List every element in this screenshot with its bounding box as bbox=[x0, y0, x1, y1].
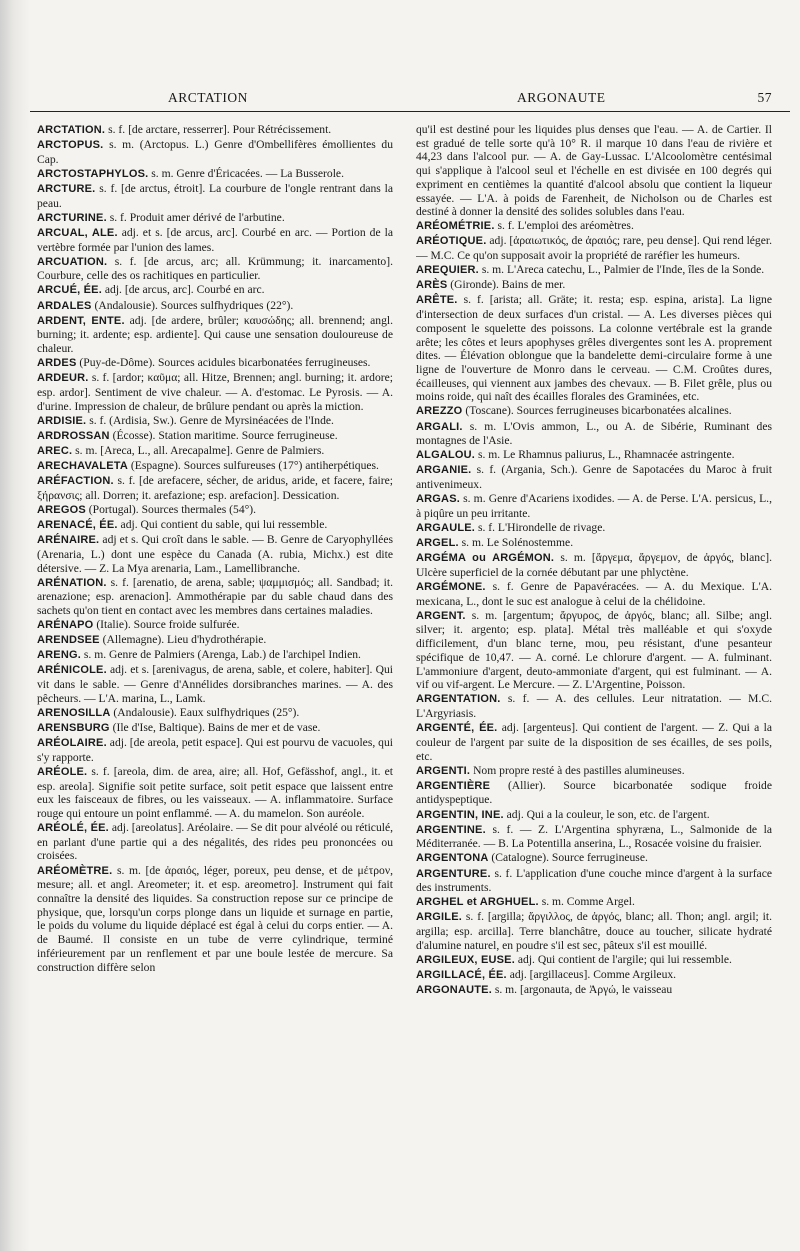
entry-headword: ARGÉMA ou ARGÉMON. bbox=[416, 552, 555, 565]
entry-headword: ARÉFACTION. bbox=[37, 475, 114, 488]
entry-definition: s. f. L'Hirondelle de rivage. bbox=[477, 520, 606, 534]
entry-definition: s. m. [de ἀραιός, léger, poreux, peu dense, et de μέτρον, mesure; all. et angl. Areometer; it. et esp. areometro]. Instrument qui fait connaître la densité des liquides. Sa construction repose sur ce principe de physique, que, lorsqu'un corps plonge dans un liquide et surnage en partie, le poids du volume du liquide déplacé est égal à celui du corps entier. — A. de Baumé. Il consiste en un tube de verre cylindrique, terminé inférieurement par un renflement et par une boule lestée de mercure. Sa construction diffère selon bbox=[37, 863, 393, 974]
entry-definition: s. f. [de arctare, resserrer]. Pour Rétrécissement. bbox=[108, 123, 332, 136]
entry-definition: (Allemagne). Lieu d'hydrothérapie. bbox=[102, 633, 267, 647]
dictionary-entry bbox=[416, 968, 772, 983]
entry-definition: (Puy-de-Dôme). Sources acidules bicarbonatées ferrugineuses. bbox=[79, 356, 371, 370]
dictionary-entry bbox=[416, 895, 772, 910]
entry-definition: s. f. (Argania, Sch.). Genre de Sapotacées du Maroc à fruit antivenimeux. bbox=[416, 463, 772, 492]
entry-headword: ARDROSSAN bbox=[37, 429, 110, 442]
entry-definition: adj. [de arcus, arc]. Courbé en arc. bbox=[104, 283, 265, 297]
entry-definition: (Espagne). Sources sulfureuses (17°) antiherpétiques. bbox=[130, 459, 379, 473]
dictionary-entry bbox=[416, 448, 772, 463]
entry-headword: AREQUIER. bbox=[416, 264, 479, 277]
entry-headword: ARGENTÉ, ÉE. bbox=[416, 722, 498, 735]
entry-definition: adj et s. Qui croît dans le sable. — B. Genre de Caryophyllées (Arenaria, L.) dont une espèce du Canada (A. rubia, Michx.) est dite détersive. — Z. La Mya arenaria, Lam., Lamellibranche. bbox=[37, 533, 393, 575]
entry-headword: AREZZO bbox=[416, 405, 463, 418]
dictionary-entry bbox=[37, 356, 393, 371]
dictionary-entry bbox=[37, 821, 393, 863]
entry-definition: adj. [argillaceus]. Comme Argileux. bbox=[509, 968, 677, 982]
entry-headword: ARDENT, ENTE. bbox=[37, 314, 125, 327]
entry-definition: s. f. [arista; all. Gräte; it. resta; esp. espina, arista]. La ligne d'intersection de deux surfaces d'un cristal. — A. Les diverses pièces qui composent le squelette des poissons. La colonne vertébrale est la grande arête; les côtes et leurs apophyses grêles divergentes sont les A. proprement dites. — Élévation oblongue que la bandelette demi-circulaire forme à une ligne de l'ouverture de Monro dans le cerveau. — C.M. Croûtes dures, écailleuses, qui viennent aux jambes des chevaux. — B. Filet grêle, plus ou moins roide, qui naît des écailles florales des Graminées, etc. bbox=[416, 293, 772, 404]
dictionary-entry bbox=[416, 808, 772, 823]
dictionary-entry bbox=[416, 983, 772, 998]
dictionary-entry bbox=[416, 492, 772, 520]
entry-definition: (Écosse). Station maritime. Source ferrugineuse. bbox=[112, 428, 338, 442]
entry-definition: adj. [de ardere, brûler; καυσώδης; all. brennend; angl. burning; it. ardente; esp. ardiente]. Qui cause une sensation douloureuse de chaleur. bbox=[37, 313, 393, 356]
entry-definition: adj. Qui contient du sable, qui lui ressemble. bbox=[120, 518, 328, 532]
dictionary-entry bbox=[416, 521, 772, 536]
right-column bbox=[416, 123, 772, 1238]
entry-headword: ALGALOU. bbox=[416, 449, 476, 462]
entry-headword: ARÈS bbox=[416, 279, 448, 292]
dictionary-entry bbox=[37, 576, 393, 618]
dictionary-entry bbox=[37, 182, 393, 210]
entry-definition: (Allier). Source bicarbonatée sodique froide antidyspeptique. bbox=[416, 778, 772, 807]
dictionary-entry bbox=[37, 167, 393, 182]
entry-definition: s. m. [Areca, L., all. Arecapalme]. Genre de Palmiers. bbox=[75, 443, 325, 457]
entry-headword: ARÉOTIQUE. bbox=[416, 235, 487, 248]
dictionary-entry bbox=[416, 293, 772, 404]
dictionary-entry bbox=[416, 536, 772, 551]
entry-definition: adj. Qui contient de l'argile; qui lui ressemble. bbox=[517, 952, 732, 966]
entry-definition: (Andalousie). Eaux sulfhydriques (25°). bbox=[113, 705, 300, 719]
dictionary-entry bbox=[37, 429, 393, 444]
page-number: 57 bbox=[757, 90, 772, 105]
dictionary-entry bbox=[416, 404, 772, 419]
dictionary-entry bbox=[416, 234, 772, 262]
entry-definition: adj. [argenteus]. Qui contient de l'argent. — Z. Qui a la couleur de l'argent par suite de la disposition de ses écailles, de ses poils, etc. bbox=[416, 721, 772, 763]
header-rule bbox=[30, 111, 790, 112]
entry-definition: (Gironde). Bains de mer. bbox=[450, 278, 566, 292]
entry-definition: adj. [areolatus]. Aréolaire. — Se dit pour alvéolé ou réticulé, en parlant d'une partie qui a des négalités, des rides peu prononcées ou croisées. bbox=[37, 821, 393, 863]
dictionary-entry bbox=[416, 463, 772, 491]
entry-definition: s. m. (Arctopus. L.) Genre d'Ombellifères émollientes du Cap. bbox=[37, 138, 393, 166]
entry-headword: ARGAS. bbox=[416, 493, 460, 506]
entry-definition: s. m. Genre de Palmiers (Arenga, Lab.) de l'archipel Indien. bbox=[83, 648, 361, 662]
entry-definition: adj. et s. [de arcus, arc]. Courbé en arc. — Portion de la vertèbre formée par l'union des lames. bbox=[37, 225, 393, 254]
dictionary-entry bbox=[37, 864, 393, 975]
dictionary-entry bbox=[37, 663, 393, 705]
dictionary-entry bbox=[416, 764, 772, 779]
entry-headword: ARDEUR. bbox=[37, 372, 89, 385]
entry-headword: ARENACÉ, ÉE. bbox=[37, 519, 118, 532]
dictionary-entry bbox=[37, 255, 393, 283]
running-header bbox=[30, 88, 790, 110]
dictionary-entry bbox=[37, 618, 393, 633]
dictionary-entry bbox=[416, 580, 772, 608]
entry-definition: s. f. Genre de Papavéracées. — A. du Mexique. L'A. mexicana, L., dont le suc est analogue à celui de la chélidoine. bbox=[416, 579, 772, 608]
entry-headword: ARGILLACÉ, ÉE. bbox=[416, 969, 507, 982]
entry-definition: s. f. [de arcus, arc; all. Krümmung; it. inarcamento]. Courbure, celle des os rachitiques en particulier. bbox=[37, 254, 393, 283]
entry-definition: (Andalousie). Sources sulfhydriques (22°). bbox=[94, 298, 294, 312]
entry-definition: qu'il est destiné pour les liquides plus denses que l'eau. — A. de Cartier. Il est gradué de telle sorte qu'à 10° R. il marque 10 dans l'eau de rivière et 44,23 dans l'alcool pur. — A. de Gay-Lussac. L'Alcoolomètre centésimal qui s'applique à l'alcool seul et l'échelle en est divisée en 100 degrés qui expriment en centièmes la quantité d'alcool absolu que contient la liqueur essayée. — L'A. à poids de Farenheit, de Nicholson ou de Charles est destiné à donner la densité des solides solubles dans l'eau. bbox=[416, 123, 772, 219]
entry-headword: ARCUAL, ALE. bbox=[37, 226, 118, 239]
entry-headword: ARCTURE. bbox=[37, 182, 96, 195]
entry-definition: (Ile d'Ise, Baltique). Bains de mer et de vase. bbox=[112, 720, 321, 734]
entry-definition: s. f. [argilla; ἄργιλλος, de ἀργός, blanc; all. Thon; angl. argil; it. argilla; esp. arcilla]. Terre blanchâtre, douce au toucher, silicate hydraté d'alumine naturel, en poudre s'il est sec, pâteux s'il est mouillé. bbox=[416, 910, 772, 952]
entry-definition: s. f. (Ardisia, Sw.). Genre de Myrsinéacées de l'Inde. bbox=[89, 413, 334, 427]
entry-definition: s. f. [areola, dim. de area, aire; all. Hof, Gefässhof, angl., it. et esp. areola]. Signifie soit petite surface, soit petit espace que laissent entre eux les faisceaux de fibres, ou les vaisseaux. — A. inflammatoire. Surface rouge qui entoure un point enflammé. — A. du mamelon. Son auréole. bbox=[37, 764, 393, 820]
dictionary-entry bbox=[37, 226, 393, 254]
dictionary-entry bbox=[416, 953, 772, 968]
entry-definition: s. f. L'application d'une couche mince d'argent à la surface des instruments. bbox=[416, 866, 772, 895]
entry-headword: ARGILE. bbox=[416, 911, 463, 924]
dictionary-entry bbox=[37, 459, 393, 474]
entry-headword: ARÉNAIRE. bbox=[37, 534, 100, 547]
entry-headword: ARÉOLAIRE. bbox=[37, 737, 107, 750]
entry-headword: ARCTOPUS. bbox=[37, 139, 104, 152]
entry-definition: s. m. Genre d'Éricacées. — La Busserole. bbox=[151, 166, 344, 180]
entry-headword: ARENOSILLA bbox=[37, 706, 111, 719]
entry-headword: ARCUATION. bbox=[37, 255, 108, 268]
dictionary-entry bbox=[416, 551, 772, 579]
entry-headword: ARCTATION. bbox=[37, 124, 106, 136]
entry-headword: ARGENTINE. bbox=[416, 823, 486, 836]
entry-headword: ARGALI. bbox=[416, 420, 463, 433]
entry-headword: ARGHEL et ARGHUEL. bbox=[416, 896, 539, 909]
dictionary-entry bbox=[416, 779, 772, 807]
entry-headword: ARGENTI. bbox=[416, 764, 471, 777]
entry-headword: ARGENTIN, INE. bbox=[416, 808, 504, 821]
entry-definition: s. f. — Z. L'Argentina sphyræna, L., Salmonide de la Méditerranée. — B. La Potentilla anserina, L., Rosacée voisine du fraisier. bbox=[416, 822, 772, 851]
dictionary-entry bbox=[416, 278, 772, 293]
entry-definition: s. m. [argonauta, de Ἀργώ, le vaisseau bbox=[494, 983, 673, 997]
dictionary-entry bbox=[37, 314, 393, 356]
entry-definition: s. m. [ἄργεμα, ἄργεμον, de ἀργός, blanc]. Ulcère superficiel de la cornée débutant par une phlyctène. bbox=[416, 551, 772, 579]
entry-headword: ARGONAUTE. bbox=[416, 984, 492, 997]
entry-definition: adj. et s. [arenivagus, de arena, sable, et colere, habiter]. Qui vit dans le sable. — Genre d'Annélides dorsibranches marines. — A. des pêcheurs. — L'A. marina, L., Lamk. bbox=[37, 663, 393, 705]
dictionary-entry bbox=[37, 533, 393, 575]
entry-headword: ARÊTE. bbox=[416, 294, 458, 307]
entry-headword: ARDALES bbox=[37, 299, 92, 312]
entry-headword: ARGENTIÈRE bbox=[416, 779, 491, 792]
header-left-word: ARCTATION bbox=[168, 90, 248, 105]
dictionary-entry bbox=[416, 123, 772, 219]
entry-definition: adj. Qui a la couleur, le son, etc. de l'argent. bbox=[506, 807, 710, 821]
entry-headword: ARCTURINE. bbox=[37, 211, 107, 224]
entry-definition: (Toscane). Sources ferrugineuses bicarbonatées alcalines. bbox=[465, 404, 732, 418]
entry-definition: s. m. Le Solénostemme. bbox=[461, 536, 574, 550]
entry-definition: (Catalogne). Source ferrugineuse. bbox=[491, 851, 648, 865]
entry-headword: ARÉOMÉTRIE. bbox=[416, 220, 495, 233]
dictionary-entry bbox=[37, 474, 393, 502]
dictionary-entry bbox=[37, 138, 393, 166]
entry-definition: s. f. Produit amer dérivé de l'arbutine. bbox=[109, 210, 285, 224]
entry-headword: ARÉOLE. bbox=[37, 765, 88, 778]
entry-headword: ARGILEUX, EUSE. bbox=[416, 953, 515, 966]
entry-headword: AREC. bbox=[37, 444, 73, 457]
dictionary-entry bbox=[37, 414, 393, 429]
dictionary-entry bbox=[416, 851, 772, 866]
entry-headword: ARDISIE. bbox=[37, 414, 87, 427]
entry-definition: s. m. [argentum; ἄργυρος, de ἀργός, blanc; all. Silbe; angl. silver; it. argento; esp. plata]. Métal très malléable et qui s'oxyde difficilement, d'un blanc terne, mou, peu résistant, d'une pesanteur spécifique de 10,47. — A. corné. Le chlorure d'argent. — A. fulminant. L'ammoniure d'argent, deuto-ammoniate d'argent, qui est fulminant. — A. vif ou vif-argent. Le Mercure. — Z. L'Argentine, Poisson. bbox=[416, 608, 772, 692]
entry-headword: ARÉOMÈTRE. bbox=[37, 864, 113, 877]
entry-definition: s. f. — A. des cellules. Leur nitratation. — M.C. L'Argyriasis. bbox=[416, 692, 772, 721]
dictionary-entry bbox=[416, 219, 772, 234]
entry-headword: ARGEL. bbox=[416, 537, 459, 550]
dictionary-entry bbox=[416, 692, 772, 720]
entry-headword: ARECHAVALETA bbox=[37, 460, 129, 473]
dictionary-entry bbox=[37, 299, 393, 314]
entry-headword: ARÉOLÉ, ÉE. bbox=[37, 822, 109, 835]
dictionary-entry bbox=[37, 211, 393, 226]
header-right-word: ARGONAUTE bbox=[517, 90, 606, 105]
dictionary-entry bbox=[416, 867, 772, 895]
dictionary-entry bbox=[416, 263, 772, 278]
entry-headword: ARGANIE. bbox=[416, 464, 472, 477]
dictionary-entry bbox=[37, 633, 393, 648]
entry-headword: ARGENTONA bbox=[416, 852, 489, 865]
entry-headword: ARGENT. bbox=[416, 609, 466, 622]
dictionary-entry bbox=[37, 765, 393, 821]
entry-headword: ARENDSEE bbox=[37, 634, 100, 647]
entry-headword: ARÉNICOLE. bbox=[37, 664, 107, 677]
entry-headword: ARDES bbox=[37, 357, 77, 370]
entry-definition: Nom propre resté à des pastilles alumineuses. bbox=[473, 763, 685, 777]
dictionary-entry bbox=[416, 721, 772, 763]
dictionary-entry bbox=[37, 444, 393, 459]
entry-definition: s. f. L'emploi des aréomètres. bbox=[497, 219, 634, 233]
entry-definition: adj. [de areola, petit espace]. Qui est pourvu de vacuoles, qui s'y rapporte. bbox=[37, 736, 393, 764]
dictionary-entry bbox=[37, 503, 393, 518]
dictionary-entry bbox=[416, 420, 772, 448]
entry-definition: s. f. [de arctus, étroit]. La courbure de l'ongle rentrant dans la peau. bbox=[37, 181, 393, 210]
dictionary-entry bbox=[37, 648, 393, 663]
dictionary-entry bbox=[37, 518, 393, 533]
dictionary-entry bbox=[416, 823, 772, 851]
entry-definition: s. m. L'Ovis ammon, L., ou A. de Sibérie, Ruminant des montagnes de l'Asie. bbox=[416, 419, 772, 448]
entry-definition: s. m. Comme Argel. bbox=[541, 895, 635, 909]
dictionary-entry bbox=[37, 283, 393, 298]
dictionary-entry bbox=[37, 123, 393, 138]
dictionary-entry bbox=[37, 706, 393, 721]
dictionary-entry bbox=[37, 721, 393, 736]
entry-definition: s. f. [arenatio, de arena, sable; ψαμμισμός; all. Sandbad; it. arenazione; esp. arenacion]. Ammothérapie par du sable chaud dans des sachets qu'on tient en contact avec les membres dans certaines maladies. bbox=[37, 575, 393, 618]
dictionary-entry bbox=[416, 609, 772, 692]
entry-headword: ARGAULE. bbox=[416, 521, 476, 534]
entry-definition: (Italie). Source froide sulfurée. bbox=[96, 618, 240, 632]
entry-headword: ARÉNATION. bbox=[37, 576, 107, 589]
dictionary-entry bbox=[37, 736, 393, 764]
entry-definition: s. m. Le Rhamnus paliurus, L., Rhamnacée astringente. bbox=[477, 448, 735, 462]
entry-headword: ARENSBURG bbox=[37, 721, 110, 734]
entry-definition: adj. [ἀραιωτικός, de ἀραιός; rare, peu dense]. Qui rend léger. — M.C. Ce qu'on supposait avoir la propriété de raréfier les humeurs. bbox=[416, 234, 772, 263]
entry-headword: ARÉNAPO bbox=[37, 619, 94, 632]
dictionary-entry bbox=[37, 371, 393, 413]
entry-headword: ARGENTATION. bbox=[416, 693, 501, 706]
entry-definition: s. f. [ardor; καῦμα; all. Hitze, Brennen; angl. burning; it. ardore; esp. ardor]. Sentiment de vive chaleur. — A. d'estomac. Le Pyrosis. — A. d'urine. Impression de chaleur, de brûlure pendant ou après la miction. bbox=[37, 371, 393, 413]
entry-headword: AREGOS bbox=[37, 503, 86, 516]
dictionary-entry bbox=[416, 910, 772, 952]
entry-headword: ARCUÉ, ÉE. bbox=[37, 284, 102, 297]
entry-definition: s. m. Genre d'Acariens ixodides. — A. de Perse. L'A. persicus, L., à piqûre un peu irritante. bbox=[416, 492, 772, 520]
entry-definition: (Portugal). Sources thermales (54°). bbox=[88, 502, 257, 516]
left-column bbox=[37, 123, 393, 1238]
entry-headword: ARCTOSTAPHYLOS. bbox=[37, 167, 149, 180]
entry-headword: ARGÉMONE. bbox=[416, 580, 486, 593]
entry-headword: ARGENTURE. bbox=[416, 867, 491, 880]
entry-definition: s. f. [de arefacere, sécher, de aridus, aride, et facere, faire; ξήρανσις; all. Dorren; it. arefazione; esp. arefacion]. Dessication. bbox=[37, 474, 393, 502]
entry-definition: s. m. L'Areca catechu, L., Palmier de l'Inde, îles de la Sonde. bbox=[481, 263, 765, 277]
entry-headword: ARENG. bbox=[37, 649, 81, 662]
